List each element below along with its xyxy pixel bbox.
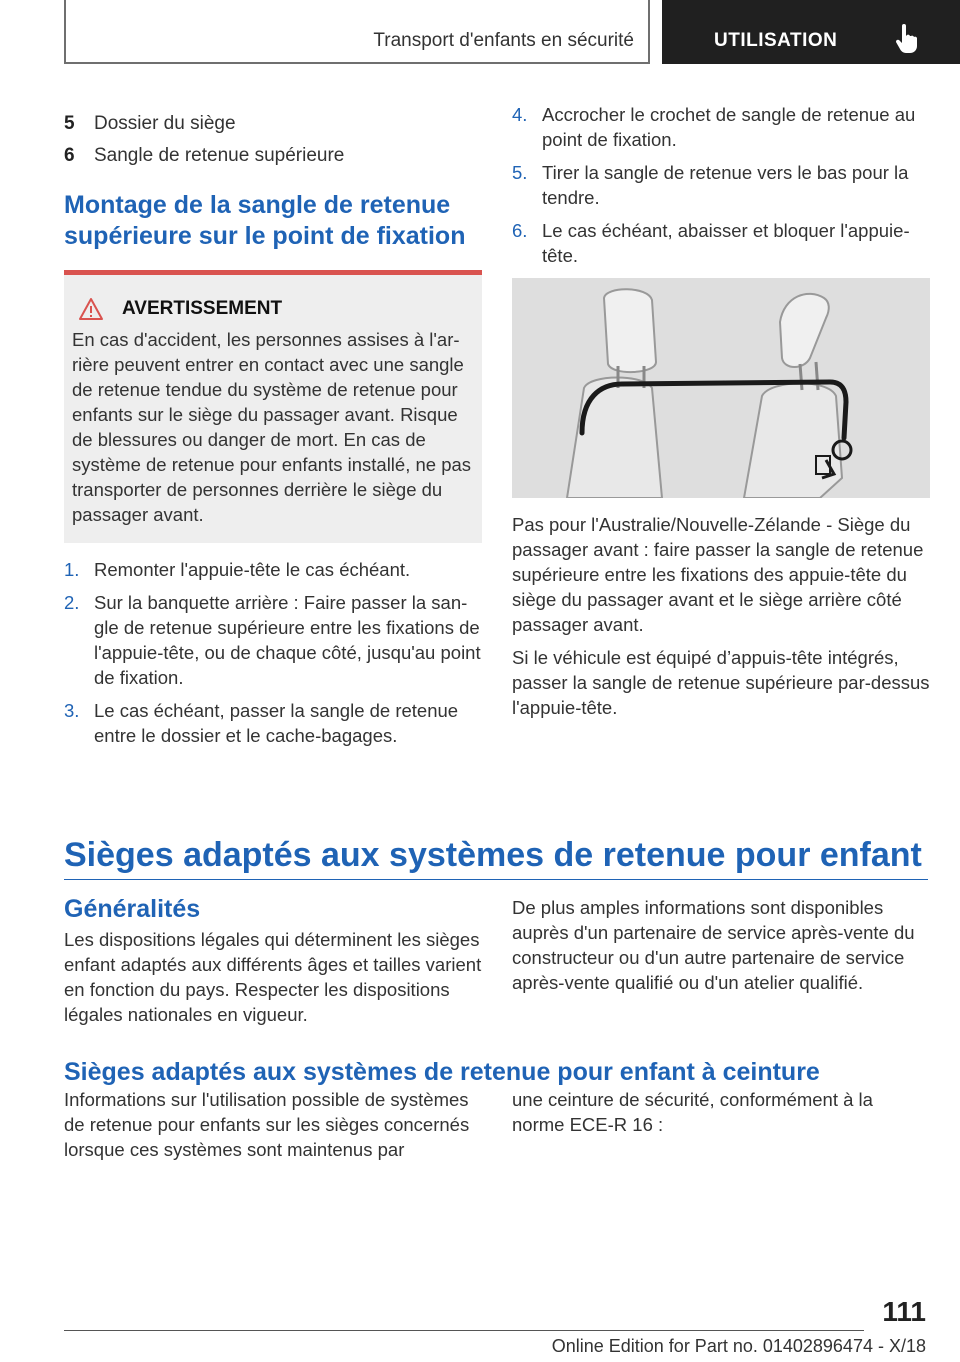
steps-list-left	[64, 557, 482, 748]
seat-diagram	[512, 278, 930, 498]
general-text-left: Les dispositions légales qui déterminent les sièges enfant adaptés aux différents âges et tailles varient en fonction du pays. Respecter les dispositions légales nationales en vigueur.	[64, 929, 482, 1025]
section-tab	[662, 0, 960, 64]
belt-heading: Sièges adaptés aux systèmes de retenue pour enfant à ceinture	[64, 1058, 820, 1086]
general-right	[512, 895, 930, 995]
chapter-title: Transport d'enfants en sécurité	[373, 30, 634, 51]
belt-text-left: Informations sur l'utilisation possible de systèmes de retenue pour enfants sur les sièges concernés lorsque ces systèmes sont maintenus par	[64, 1089, 470, 1160]
step-number: 6.	[512, 220, 528, 241]
warning-text: En cas d'accident, les personnes assises à l'arrière peuvent entrer en contact avec une sangle de retenue tendue du système de retenue pour enfants sur le siège du passager avant. Risque de blessures ou danger de mort. En cas de système de retenue pour enfants installé, ne pas transporter de personnes derrière le siège du passager avant.	[72, 329, 472, 525]
main-section-title: Sièges adaptés aux systèmes de retenue pour enfant	[64, 836, 928, 880]
step-item	[512, 102, 930, 152]
step-item	[64, 557, 482, 582]
step-number: 2.	[64, 592, 80, 613]
legend-item	[64, 108, 482, 140]
step-text: Tirer la sangle de retenue vers le bas pour la tendre.	[542, 162, 909, 208]
warning-triangle-icon	[78, 297, 104, 321]
step-item	[512, 160, 930, 210]
legend-label: Sangle de retenue supérieure	[94, 145, 345, 166]
step-text: Le cas échéant, passer la sangle de retenue entre le dossier et le cache-bagages.	[94, 700, 459, 746]
step-item	[64, 590, 482, 690]
steps-list-right	[512, 102, 930, 268]
warning-title: AVERTISSEMENT	[122, 298, 283, 319]
belt-left	[64, 1087, 482, 1162]
belt-right	[512, 1087, 930, 1137]
general-heading: Généralités	[64, 895, 201, 923]
legend-number: 6	[64, 145, 75, 166]
step-text: Remonter l'appuie-tête le cas échéant.	[94, 559, 411, 580]
step-text: Le cas échéant, abaisser et bloquer l'appuie-tête.	[542, 220, 910, 266]
step-number: 1.	[64, 559, 80, 580]
footer-divider	[64, 1330, 864, 1331]
page-number: 111	[882, 1296, 926, 1327]
right-column	[512, 102, 930, 720]
warning-box	[64, 270, 482, 543]
legend-item	[64, 140, 482, 172]
left-column	[64, 108, 482, 756]
footer-edition: Online Edition for Part no. 01402896474 - X/18	[551, 1336, 926, 1356]
step-text: Accrocher le crochet de sangle de retenue au point de fixation.	[542, 104, 916, 150]
figure-caption: Pas pour l'Australie/Nouvelle-Zélande - Siège du passager avant : faire passer la sangle de retenue supérieure entre les fixations des appuie-tête du siège du passager avant et le siège arrière côté passager avant.	[512, 514, 924, 635]
belt-text-right: une ceinture de sécurité, conformément à la norme ECE-R 16 :	[512, 1089, 873, 1135]
step-number: 3.	[64, 700, 80, 721]
mount-heading: Montage de la sangle de retenue supérieure sur le point de fixation	[64, 191, 466, 250]
step-number: 5.	[512, 162, 528, 183]
section-label: UTILISATION	[714, 30, 838, 51]
step-item	[64, 698, 482, 748]
chapter-header	[64, 0, 650, 64]
hand-pointer-icon	[894, 24, 920, 54]
step-number: 4.	[512, 104, 528, 125]
legend-number: 5	[64, 113, 75, 134]
step-item	[512, 218, 930, 268]
integrated-headrest-note: Si le véhicule est équipé d’appuis-tête intégrés, passer la sangle de retenue supérieure par-dessus l'appuie-tête.	[512, 647, 930, 718]
general-text-right: De plus amples informations sont disponibles auprès d'un partenaire de service après-vente du constructeur ou d'un autre partenaire de service après-vente qualifié ou d'un atelier qualifié.	[512, 897, 915, 993]
headrest-strap-illustration	[512, 278, 930, 498]
general-left	[64, 893, 482, 1027]
legend-label: Dossier du siège	[94, 113, 236, 134]
warning-header	[72, 297, 474, 321]
step-text: Sur la banquette arrière : Faire passer la sangle de retenue supérieure entre les fixations de l'appuie-tête, ou de chaque côté, jusqu'au point de fixation.	[94, 592, 481, 688]
